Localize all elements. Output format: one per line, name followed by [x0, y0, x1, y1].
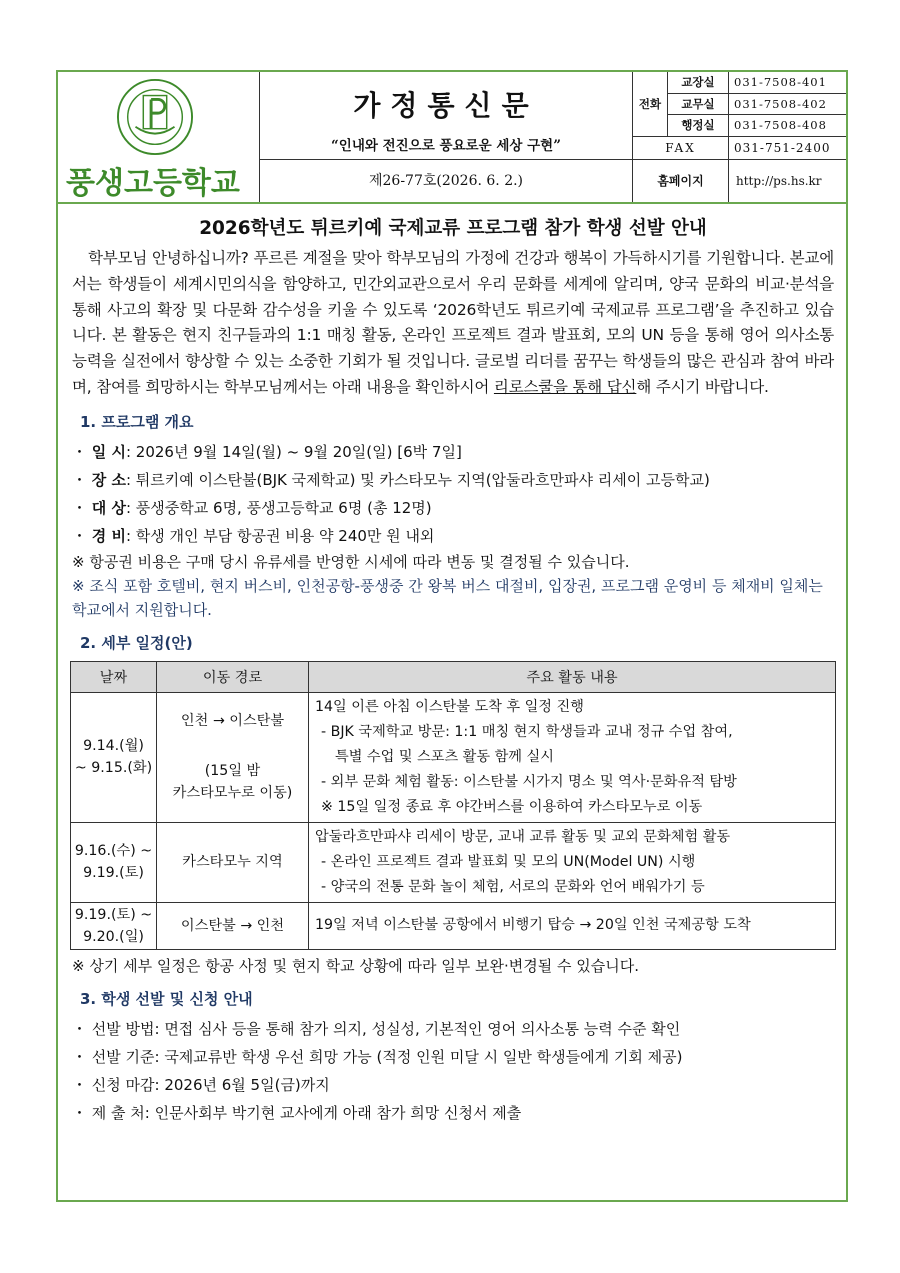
table-row — [71, 822, 836, 902]
overview-text: : 2026년 9월 14일(월) ~ 9월 20일(일) [6박 7일] — [125, 442, 462, 461]
homepage-link[interactable]: http://ps.hs.kr — [736, 174, 822, 188]
phone-row — [668, 115, 846, 137]
support-note: ※ 조식 포함 호텔비, 현지 버스비, 인천공항-풍생중 간 왕복 버스 대절비, 입장권, 프로그램 운영비 등 체재비 일체는 학교에서 지원합니다. — [72, 576, 823, 619]
page-title: 가정통신문 — [353, 89, 539, 122]
date-line: 9.19.(토) ~ — [74, 906, 153, 923]
overview-item: ・ 대 상: 풍생중학교 6명, 풍생고등학교 6명 (총 12명) — [72, 498, 432, 517]
title-cell — [260, 72, 633, 160]
document-frame — [56, 70, 848, 1202]
activity-cell — [309, 822, 836, 902]
activity-line: ※ 15일 일정 종료 후 야간버스를 이용하여 카스타모누로 이동 — [321, 798, 703, 815]
phone-row — [668, 72, 846, 94]
letterhead — [58, 72, 846, 204]
phone-row-number: 031-7508-408 — [734, 118, 827, 133]
date-cell — [71, 902, 157, 949]
document-title: 2026학년도 튀르키예 국제교류 프로그램 참가 학생 선발 안내 — [199, 218, 707, 239]
activity-cell — [309, 692, 836, 822]
issue-number: 제26-77호(2026. 6. 2.) — [260, 160, 633, 202]
date-line: 9.16.(수) ~ — [74, 843, 153, 860]
date-line: 9.19.(토) — [83, 865, 144, 882]
overview-label: 경 비 — [91, 526, 126, 545]
activity-cell: 19일 저녁 이스탄불 공항에서 비행기 탑승 → 20일 인천 국제공항 도착 — [309, 902, 836, 949]
school-name: 풍생고등학교 — [66, 166, 240, 201]
overview-text: : 학생 개인 부담 항공권 비용 약 240만 원 내외 — [125, 526, 435, 545]
overview-text: : 튀르키예 이스탄불(BJK 국제학교) 및 카스타모누 지역(압둘라흐만파샤 리세이 고등학교) — [125, 470, 710, 489]
table-row — [71, 902, 836, 949]
homepage-row — [633, 160, 846, 202]
intro-text: 학부모님 안녕하십니까? 푸르른 계절을 맞아 학부모님의 가정에 건강과 행복이 가득하시기를 기원합니다. 본교에서는 학생들이 세계시민의식을 함양하고, 민간외교관으로서 우리 문화를 세계에 알리며, 양국 문화의 비교·분석을 통해 사고의 확장 및 다문화 감수성을 키울 수 있도록 ‘2026학년도 튀르키예 국제교류 프로그램’을 추진하고 있습니다. 본 활동은 현지 친구들과의 1:1 매칭 활동, 온라인 프로젝트 결과 발표회, 모의 UN 등을 통해 영어 의사소통 능력을 실전에서 향상할 수 있는 소중한 기회가 될 것입니다. 글로벌 리더를 꿈꾸는 학생들의 많은 관심과 참여 바라며, 참여를 희망하시는 학부모님께서는 아래 내용을 확인하시어 — [72, 249, 834, 396]
route-cell: 이스탄불 → 인천 — [157, 902, 309, 949]
fax-label: FAX — [633, 137, 729, 159]
phone-row-label: 교무실 — [668, 94, 729, 115]
overview-label: 일 시 — [91, 442, 126, 461]
phone-label: 전화 — [633, 72, 668, 137]
overview-item: ・ 장 소: 튀르키예 이스탄불(BJK 국제학교) 및 카스타모누 지역(압둘라흐만파샤 리세이 고등학교) — [72, 470, 710, 489]
date-cell — [71, 822, 157, 902]
logo-cell — [58, 72, 260, 202]
route-line: (15일 밤 — [204, 763, 261, 780]
application-item: ・ 신청 마감: 2026년 6월 5일(금)까지 — [72, 1075, 330, 1094]
intro-paragraph — [72, 246, 834, 401]
overview-label: 장 소 — [91, 470, 126, 489]
phone-row-number: 031-7508-402 — [734, 96, 827, 111]
school-emblem-icon — [116, 78, 194, 156]
overview-text: : 풍생중학교 6명, 풍생고등학교 6명 (총 12명) — [125, 498, 432, 517]
cost-note: ※ 항공권 비용은 구매 당시 유류세를 반영한 시세에 따라 변동 및 결정될 수 있습니다. — [72, 552, 630, 571]
letter-body — [72, 214, 834, 1127]
phone-row-label: 교장실 — [668, 72, 729, 93]
column-header: 날짜 — [71, 661, 157, 692]
overview-item: ・ 경 비: 학생 개인 부담 항공권 비용 약 240만 원 내외 — [72, 526, 435, 545]
application-item: ・ 선발 방법: 면접 심사 등을 통해 참가 의지, 성실성, 기본적인 영어 의사소통 능력 수준 확인 — [72, 1019, 681, 1038]
activity-line: - 외부 문화 체험 활동: 이스탄불 시가지 명소 및 역사·문화유적 탐방 — [321, 773, 737, 790]
activity-line: 압둘라흐만파샤 리세이 방문, 교내 교류 활동 및 교외 문화체험 활동 — [315, 828, 731, 845]
route-cell: 카스타모누 지역 — [157, 822, 309, 902]
column-header: 이동 경로 — [157, 661, 309, 692]
route-line: 카스타모누로 이동) — [172, 785, 293, 802]
route-line: 인천 → 이스탄불 — [180, 713, 285, 730]
motto: “인내와 전진으로 풍요로운 세상 구현” — [331, 138, 561, 154]
phone-row-number: 031-7508-401 — [734, 75, 827, 89]
schedule-note: ※ 상기 세부 일정은 항공 사정 및 현지 학교 상황에 따라 일부 보완·변경될 수 있습니다. — [72, 956, 640, 975]
overview-label: 대 상 — [91, 498, 126, 517]
date-cell — [71, 692, 157, 822]
intro-end: 해 주시기 바랍니다. — [636, 377, 769, 396]
intro-underline: 리로스쿨을 통해 답신 — [493, 377, 637, 396]
activity-line: - BJK 국제학교 방문: 1:1 매칭 현지 학생들과 교내 정규 수업 참여, — [321, 723, 733, 740]
section-heading: 3. 학생 선발 및 신청 안내 — [80, 989, 253, 1008]
column-header: 주요 활동 내용 — [309, 661, 836, 692]
activity-line: - 양국의 전통 문화 놀이 체험, 서로의 문화와 언어 배워가기 등 — [321, 878, 705, 895]
table-row — [71, 692, 836, 822]
homepage-label: 홈페이지 — [633, 160, 729, 202]
date-line: ~ 9.15.(화) — [74, 760, 153, 777]
date-line: 9.14.(월) — [83, 738, 144, 755]
fax-number: 031-751-2400 — [734, 141, 831, 155]
fax-row — [633, 137, 846, 160]
table-header-row — [71, 661, 836, 692]
section-heading: 1. 프로그램 개요 — [80, 412, 194, 431]
section-heading: 2. 세부 일정(안) — [80, 633, 193, 652]
overview-item: ・ 일 시: 2026년 9월 14일(월) ~ 9월 20일(일) [6박 7일] — [72, 442, 462, 461]
activity-line: 특별 수업 및 스포츠 활동 함께 실시 — [335, 748, 554, 765]
application-item: ・ 선발 기준: 국제교류반 학생 우선 희망 가능 (적정 인원 미달 시 일반 학생들에게 기회 제공) — [72, 1047, 683, 1066]
phone-row — [668, 94, 846, 116]
date-line: 9.20.(일) — [83, 928, 144, 945]
phone-row-label: 행정실 — [668, 115, 729, 136]
route-cell — [157, 692, 309, 822]
schedule-table — [70, 661, 836, 950]
activity-line: - 온라인 프로젝트 결과 발표회 및 모의 UN(Model UN) 시행 — [321, 853, 696, 870]
application-item: ・ 제 출 처: 인문사회부 박기현 교사에게 아래 참가 희망 신청서 제출 — [72, 1103, 522, 1122]
activity-line: 14일 이른 아침 이스탄불 도착 후 일정 진행 — [315, 698, 584, 715]
